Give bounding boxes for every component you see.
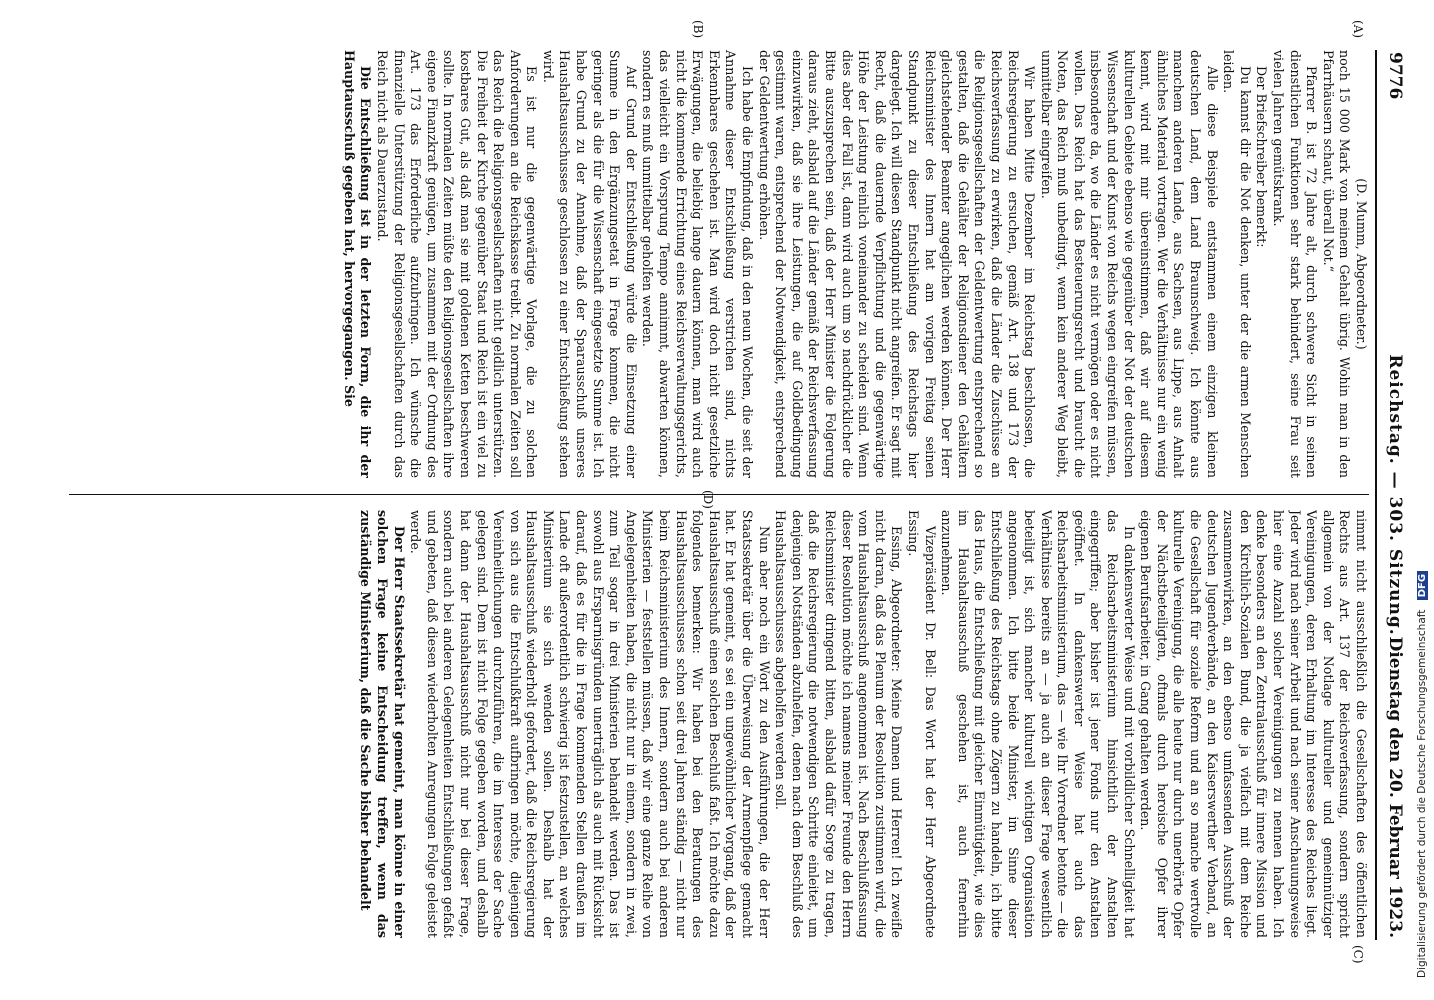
header-rule [1375,50,1377,940]
left-column [69,50,1369,478]
paragraph: Auf Grund der Entschließung würde die Einsetzung einer Summe in den Ergänzungsetat in Frage kommen, die nicht geringer als die für die Wissenschaft eingesetzte Summe ist. Ich habe Grund zu der Annahme, daß der Sparausschuß unseres Haushaltsausschusses geschlossen zu einer Entschließung stehen wird. [540,50,639,478]
paragraph: Vizepräsident Dr. Bell: Das Wort hat der Herr Abgeordnete Essing. [905,510,938,938]
rotated-page-content [65,20,1405,964]
margin-marker-c: (C) [1351,945,1365,964]
margin-marker-a: (A) [1351,20,1365,39]
right-column [69,510,1369,938]
page-number: 9776 [1385,52,1405,100]
margin-marker-d: (D) [701,490,715,509]
paragraph: Der Herr Staatssekretär hat gemeint, man könne in einer solchen Frage keine Entscheidung treffen, wenn das zuständige Ministerium, daß die Sache bisher behandelt [358,510,407,938]
paragraph: Wir haben Mitte Dezember im Reichstag beschlossen, die Reichsregierung zu ersuchen, gemäß Art. 138 und 173 der Reichsverfassung zu erwirken, daß die Länder die Zuschüsse an die Religionsgesellschaften der Geldentwertung entsprechend so gestalten, daß die Gehälter der Religionsdiener den Gehältern gleichstehender Beamter angeglichen werden können. Der Herr Reichsminister des Innern hat am vorigen Freitag seinen Standpunkt zu dieser Entschließung des Reichstags hier dargelegt. Ich will diesen Standpunkt nicht angreifen. Er sagt mit Recht, daß die dauernde Verpflichtung und die gegenwärtige Höhe der Leistung reinlich voneinander zu scheiden sind. Wenn dies aber der Fall ist, dann wird auch um so nachdrücklicher die Bitte auszusprechen sein, daß der Herr Minister die Folgerung daraus zieht, alsbald auf die Länder gemäß der Reichsverfassung einzuwirken, daß sie ihre Leistungen, die auf Goldbedingung gestimmt waren, entsprechend der Notwendigkeit, entsprechend der Geldentwertung erhöhen. [756,50,1038,478]
quote: Du kannst dir die Not denken, unter der die armen Menschen leiden. [1221,50,1253,478]
column-divider [69,494,1369,495]
paragraph: Essing, Abgeordneter: Meine Damen und Herren! Ich zweifle nicht daran, daß das Plenum der Resolution zustimmen wird, die vom Haushaltsausschuß angenommen ist. Nach Beschlußfassung dieser Resolution möchte ich namens meiner Freunde den Herrn Reichsminister dringend bitten, alsbald dafür Sorge zu tragen, daß die Reichsregierung die notwendigen Schritte einleitet, um denjenigen Notständen abzuhelfen, denen nach dem Beschluß des Haushaltsausschusses abgeholfen werden soll. [773,510,905,938]
paragraph: Es ist nur die gegenwärtige Vorlage, die zu solchen Anforderungen an die Reichskasse treibt. Zu normalen Zeiten soll das Reich die Religionsgesellschaften nicht geldlich unterstützen. Die Freiheit der Kirche gegenüber Staat und Reich ist ein viel zu kostbares Gut, als daß man sie mit goldenen Ketten beschweren sollte. In normalen Zeiten müßte den Religionsgesellschaften ihre eigene Finanzkraft genügen, um zusammen mit der Ordnung des Art. 173 das Erforderliche aufzubringen. Ich wünsche die finanzielle Unterstützung der Religionsgesellschaften durch das Reich nicht als Dauerzustand. [374,50,540,478]
paragraph: Der Briefschreiber bemerkt: [1254,66,1270,248]
session-date: Dienstag den 20. Februar 1923. [1385,636,1405,938]
paragraph: nimmt nicht ausschließlich die Gesellschaften des öffentlichen Rechts aus Art. 137 der Reichsverfassung, sondern spricht allgemein von der Notlage kultureller und gemeinnütziger Vereinigungen, deren Erhaltung im Interesse des Reiches liegt. Jeder wird nach seiner Arbeit und nach seiner Anschauungsweise hier eine Anzahl solcher Vereinigungen zu nennen haben. Ich denke besonders an den Zentralausschuß für innere Mission und den Kirchlich-Sozialen Bund, die ja vielfach mit dem Reiche zusammenwirken, an den ebenso umfassenden Ausschuß der deutschen Jugendverbände, an den Kaiserswerther Verband, an die Gesellschaft für soziale Reform und an so manche wertvolle kulturelle Vereinigung, die alle heute nur durch unerhörte Opfer der Nächstbeteiligten, oftmals durch heroische Opfer ihrer eigenen Berufsarbeiter, in Gang gehalten werden. [1138,510,1369,938]
paragraph: noch 15 000 Mark von meinem Gehalt übrig. Wohin man in den Pfarrhäusern schaut, überall Not.“ [1320,50,1353,478]
session-title: Reichstag. — 303. Sitzung. [1385,354,1405,636]
paragraph: Die Entschließung ist in der letzten Form, die ihr der Hauptausschuß gegeben hat, hervorgegangen. Sie [341,50,374,478]
paragraph: Ich habe die Empfindung, daß in den neun Wochen, die seit der Annahme dieser Entschließung verstrichen sind, nichts Erkennbares geschehen ist. Man wird doch nicht gesetzliche Erwägungen, die beliebig lange dauern können, man wird auch nicht die kommende Errichtung eines Reichsverwaltungsgerichts, das vielleicht ein Vorsprung Tempo annimmt, abwarten können, sondern es muß unmittelbar geholfen werden. [640,50,756,478]
dfg-logo: DFG [1417,571,1428,600]
paragraph: Alle diese Beispiele entstammen einem einzigen kleinen deutschen Land, dem Land Braunschweig. Ich könnte aus manchem anderen Lande, aus Sachsen, aus Lippe, aus Anhalt ähnliches Material vortragen. Wer die Verhältnisse nur ein wenig kennt, wird mit mir übereinstimmen, daß wir auf diesem kulturellen Gebiete ebenso wie gegenüber der Not der deutschen Wissenschaft und der Kunst von Reichs wegen eingreifen müssen, insbesondere da, wo die Länder es nicht vermögen oder es nicht wollen. Das Reich hat das Besteuerungsrecht und braucht die Noten, das Reich muß unbedingt, wenn kein anderer Weg bleibt, unmittelbar eingreifen. [1038,50,1220,478]
paragraph: In dankenswerter Weise und mit vorbildlicher Schnelligkeit hat das Reichsarbeitsministerium hinsichtlich der Anstalten eingegriffen; aber bisher ist jener Fonds nur den Anstalten geöffnet. In dankenswerter Weise hat auch das Reichsarbeitsministerium, das — wie Ihr Vorredner betonte — die Verhältnisse bereits an — ja auch an dieser Frage wesentlich beteiligt ist, sich mancher kulturell wichtigen Organisation angenommen. Ich bitte beide Minister, im Sinne dieser Entschließung des Reichstags ohne Zögern zu handeln, ich bitte das Haus, die Entschließung mit gleicher Einmütigkeit, wie dies im Haushaltsausschuß geschehen ist, auch fernerhin anzunehmen. [939,510,1137,938]
page-header [1379,50,1405,940]
paragraph: Nun aber noch ein Wort zu den Ausführungen, die der Herr Staatssekretär über die Überweisung der Armenpflege gemacht hat. Er hat gemeint, es sei ein ungewöhnlicher Vorgang, daß der Haushaltsausschuß einen solchen Beschluß faßt. Ich möchte dazu folgendes bemerken: Wir haben bei den Beratungen des Haushaltsausschusses schon seit drei Jahren ständig — nicht nur beim Reichsministerium des Innern, sondern auch bei anderen Ministerien — feststellen müssen, daß wir eine ganze Reihe von Angelegenheiten haben, die nicht nur in einem, sondern in zwei, zum Teil sogar in drei Ministerien behandelt werden. Das ist sowohl aus Ersparnisgründen unerträglich als auch mit Rücksicht darauf, daß es für die in Frage kommenden Stellen draußen im Lande oft außerordentlich schwierig ist festzustellen, an welches Ministerium sie sich wenden sollen. Deshalb hat der Haushaltsausschuß wiederholt gefordert, daß die Reichsregierung von sich aus die Entschlußkraft aufbringen möchte, diejenigen Vereinheitlichungen durchzuführen, die im Interesse der Sache gelegen sind. Dem ist nicht Folge gegeben worden, und deshalb hat dann der Haushaltsausschuß nicht nur bei dieser Frage, sondern auch bei anderen Gelegenheiten Entschließungen gefaßt und gebeten, daß diesen wiederholten Anregungen Folge geleistet werde. [408,510,772,938]
margin-marker-b: (B) [691,20,705,39]
digitization-credit [1416,0,1432,978]
paragraph: Pfarrer B. ist 72 Jahre alt, durch schwere Sicht in seinen dienstlichen Funktionen sehr stark behindert, seine Frau seit vielen Jahren gemütskrank. [1271,50,1320,478]
credit-text: Digitalisierung gefördert durch die Deutsche Forschungsgemeinschaft [1416,609,1428,978]
speaker-note: (D. Mumm, Abgeordneter.) [1354,178,1369,350]
